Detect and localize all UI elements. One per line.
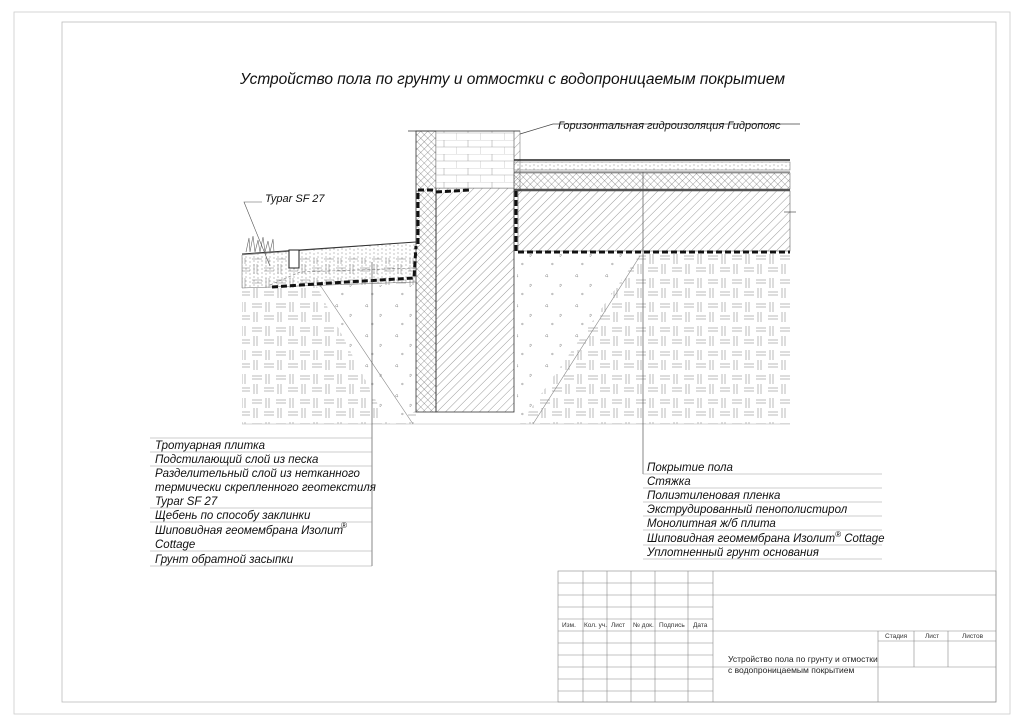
- right-legend-item-6: [647, 530, 885, 545]
- callout-typar: Typar SF 27: [265, 193, 325, 205]
- left-legend-item-2: Подстилающий слой из песка: [155, 454, 319, 466]
- left-legend-item-5: Typar SF 27: [155, 496, 218, 508]
- left-legend-item-7: Шиповидная геомембрана Изолит: [155, 525, 344, 537]
- left-legend-item-4: термически скрепленного геотекстиля: [155, 482, 376, 494]
- right-legend-item-5: Монолитная ж/б плита: [647, 518, 776, 530]
- tb-sheets: Листов: [962, 633, 984, 640]
- tb-col-kol: Кол. уч.: [584, 622, 608, 629]
- tb-col-list: Лист: [611, 622, 626, 629]
- right-legend-item-7: Уплотненный грунт основания: [647, 547, 819, 559]
- right-legend-item-1: Покрытие пола: [647, 462, 733, 474]
- right-legend-item-2: Стяжка: [647, 476, 691, 488]
- right-legend-geomembrane: Шиповидная геомембрана Изолит: [647, 533, 836, 545]
- right-legend: [643, 462, 885, 559]
- drawing-title: Устройство пола по грунту и отмостки с водопроницаемым покрытием: [240, 71, 785, 88]
- left-legend-item-9: Грунт обратной засыпки: [155, 554, 294, 566]
- left-legend: [150, 438, 376, 566]
- tb-col-date: Дата: [693, 622, 708, 629]
- tb-name-line2: с водопроницаемым покрытием: [728, 665, 855, 675]
- left-legend-item-6: Щебень по способу заклинки: [155, 510, 311, 522]
- left-legend-item-8: Cottage: [155, 539, 196, 551]
- tb-name-line1: Устройство пола по грунту и отмостки: [728, 654, 878, 664]
- left-legend-registered-mark: ®: [341, 521, 347, 530]
- tb-col-doc: № док.: [633, 622, 654, 629]
- tb-col-izm: Изм.: [562, 622, 576, 629]
- foundation-wall: [408, 131, 520, 412]
- tb-col-sign: Подпись: [659, 622, 685, 629]
- right-legend-item-4: Экструдированный пенополистирол: [647, 504, 848, 516]
- left-legend-item-1: Тротуарная плитка: [155, 440, 265, 452]
- floor-layers: [514, 160, 796, 252]
- left-legend-item-3: Разделительный слой из нетканного: [155, 468, 360, 480]
- tb-sheet: Лист: [925, 633, 940, 640]
- tb-stage: Стадия: [885, 633, 908, 640]
- right-legend-geomembrane-suffix: Cottage: [841, 533, 885, 545]
- right-legend-registered-mark: ®: [835, 530, 842, 539]
- callout-waterproofing: Горизонтальная гидроизоляция Гидропояс: [558, 120, 781, 132]
- right-legend-item-3: Полиэтиленовая пленка: [647, 490, 781, 502]
